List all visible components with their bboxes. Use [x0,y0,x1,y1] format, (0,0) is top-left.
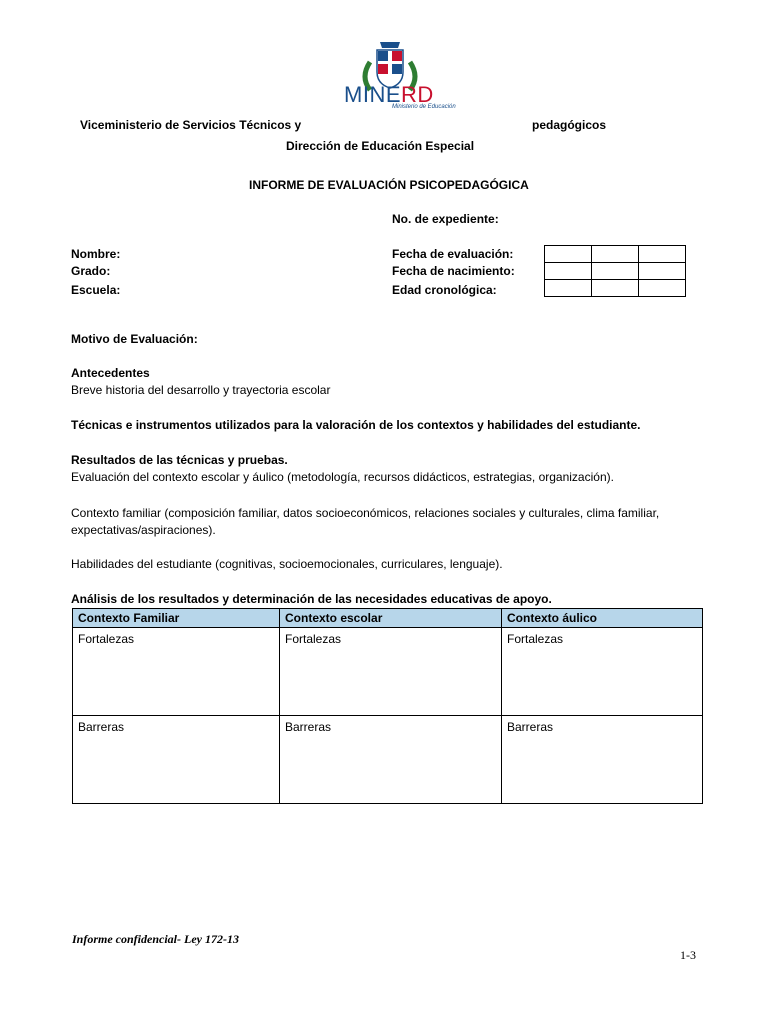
header-contexto-escolar: Contexto escolar [280,609,502,628]
nombre-label: Nombre: [71,247,121,261]
date-cell[interactable] [545,280,592,297]
antecedentes-description: Breve historia del desarrollo y trayectoria escolar [71,383,331,397]
table-row [73,716,703,804]
footer-confidential-note: Informe confidencial- Ley 172-13 [72,932,239,946]
table-header-row [73,609,703,628]
needs-table [72,608,703,804]
expediente-label: No. de expediente: [392,212,499,226]
table-row [73,628,703,716]
page-number: 1-3 [680,948,696,962]
barreras-escolar-cell[interactable]: Barreras [280,716,502,804]
resultados-heading: Resultados de las técnicas y pruebas. [71,453,288,467]
document-title: INFORME DE EVALUACIÓN PSICOPEDAGÓGICA [249,178,529,192]
tecnicas-heading: Técnicas e instrumentos utilizados para la valoración de los contextos y habilidades del estudiante. [71,418,641,432]
barreras-aulico-cell[interactable]: Barreras [502,716,703,804]
contexto-familiar-line2: expectativas/aspiraciones). [71,523,216,537]
logo-subtitle: Ministerio de Educación [392,104,456,110]
date-cell[interactable] [545,246,592,263]
fecha-nacimiento-label: Fecha de nacimiento: [392,264,515,278]
date-cell[interactable] [545,263,592,280]
dates-grid [544,245,686,297]
resultados-description: Evaluación del contexto escolar y áulico (metodología, recursos didácticos, estrategias, organización). [71,470,614,484]
logo-wordmark-main: MINE [344,82,401,107]
antecedentes-heading: Antecedentes [71,366,150,380]
logo-wordmark-accent: RD [401,82,434,107]
header-direction: Dirección de Educación Especial [286,139,475,153]
date-cell[interactable] [592,280,639,297]
header-contexto-aulico: Contexto áulico [502,609,703,628]
analisis-heading: Análisis de los resultados y determinación de las necesidades educativas de apoyo. [71,592,552,606]
barreras-familiar-cell[interactable]: Barreras [73,716,280,804]
date-cell[interactable] [592,263,639,280]
header-vice-ministry: Viceministerio de Servicios Técnicos y [80,118,302,132]
motivo-heading: Motivo de Evaluación: [71,332,198,346]
edad-cronologica-label: Edad cronológica: [392,283,497,297]
fortalezas-escolar-cell[interactable]: Fortalezas [280,628,502,716]
header-pedagogicos: pedagógicos [532,118,607,132]
fecha-evaluacion-label: Fecha de evaluación: [392,247,514,261]
habilidades-text: Habilidades del estudiante (cognitivas, socioemocionales, curriculares, lenguaje). [71,557,503,571]
date-cell[interactable] [639,246,686,263]
date-cell[interactable] [639,280,686,297]
grado-label: Grado: [71,264,111,278]
date-cell[interactable] [639,263,686,280]
fortalezas-aulico-cell[interactable]: Fortalezas [502,628,703,716]
fortalezas-familiar-cell[interactable]: Fortalezas [73,628,280,716]
header-contexto-familiar: Contexto Familiar [73,609,280,628]
date-cell[interactable] [592,246,639,263]
escuela-label: Escuela: [71,283,121,297]
contexto-familiar-line1: Contexto familiar (composición familiar, datos socioeconómicos, relaciones sociales y culturales, clima familiar, [71,506,660,520]
